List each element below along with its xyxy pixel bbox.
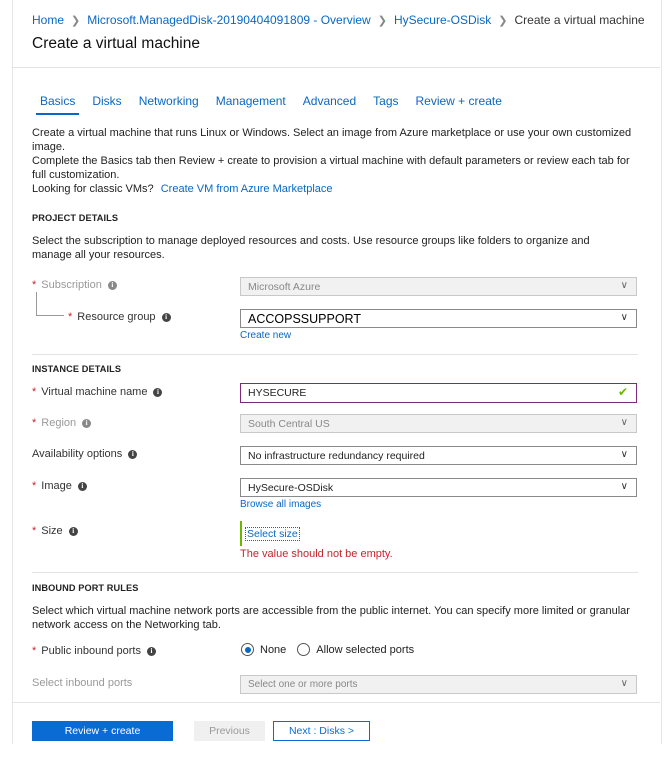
- info-icon[interactable]: i: [162, 313, 171, 322]
- inbound-ports-select[interactable]: [240, 675, 637, 694]
- select-size-link[interactable]: Select size: [247, 528, 298, 540]
- checkmark-icon: ✔: [617, 385, 628, 399]
- size-label-text: Size: [41, 525, 63, 537]
- vm-name-label-text: Virtual machine name: [41, 386, 148, 398]
- radio-allow-selected-label: Allow selected ports: [316, 643, 415, 656]
- inbound-port-rules-heading: INBOUND PORT RULES: [32, 583, 139, 593]
- region-label: [32, 417, 91, 429]
- size-label: [32, 525, 78, 537]
- chevron-down-icon: ∨: [620, 481, 628, 492]
- size-error-message: The value should not be empty.: [240, 548, 393, 560]
- resource-group-label: [68, 311, 171, 323]
- breadcrumb-current: Create a virtual machine: [514, 13, 645, 27]
- select-inbound-ports-label-text: Select inbound ports: [32, 677, 133, 689]
- next-disks-button[interactable]: Next : Disks >: [273, 721, 370, 741]
- tab-advanced[interactable]: Advanced: [302, 94, 357, 108]
- chevron-right-icon: ❯: [71, 14, 81, 27]
- info-icon[interactable]: i: [128, 450, 137, 459]
- chevron-down-icon: ∨: [620, 449, 628, 460]
- vm-name-input[interactable]: [240, 383, 637, 403]
- info-icon[interactable]: i: [78, 482, 87, 491]
- availability-value: No infrastructure redundancy required: [248, 449, 425, 462]
- image-value: HySecure-OSDisk: [248, 481, 334, 494]
- tab-basics[interactable]: Basics: [36, 94, 79, 115]
- resource-group-value: ACCOPSSUPPORT: [248, 311, 361, 326]
- intro-text-2: Complete the Basics tab then Review + create to provision a virtual machine with default parameters or review each tab for full customization.: [32, 155, 630, 181]
- required-asterisk: *: [32, 279, 37, 291]
- availability-label-text: Availability options: [32, 448, 123, 460]
- image-select[interactable]: [240, 478, 637, 497]
- section-divider: [32, 572, 638, 573]
- review-create-button[interactable]: Review + create: [32, 721, 173, 741]
- required-asterisk: *: [32, 645, 37, 657]
- tab-tags[interactable]: Tags: [373, 94, 399, 108]
- classic-vms-prefix: Looking for classic VMs?: [32, 183, 154, 195]
- radio-none-label: None: [260, 643, 287, 656]
- previous-button[interactable]: Previous: [194, 721, 265, 741]
- chevron-down-icon: ∨: [620, 417, 628, 428]
- info-icon[interactable]: i: [147, 647, 156, 656]
- subscription-value: Microsoft Azure: [248, 280, 321, 293]
- required-asterisk: *: [32, 480, 37, 492]
- public-inbound-radio-group: [241, 643, 414, 656]
- select-inbound-ports-label: [32, 677, 132, 689]
- chevron-right-icon: ❯: [377, 14, 387, 27]
- radio-allow-selected[interactable]: [297, 643, 310, 656]
- instance-details-heading: INSTANCE DETAILS: [32, 364, 122, 374]
- region-select[interactable]: [240, 414, 637, 433]
- chevron-down-icon: ∨: [620, 312, 628, 323]
- tab-bar: [36, 94, 515, 115]
- required-asterisk: *: [32, 386, 37, 398]
- breadcrumb-home[interactable]: Home: [32, 13, 65, 27]
- inbound-ports-placeholder: Select one or more ports: [248, 679, 358, 690]
- tree-connector: [36, 292, 64, 316]
- project-details-heading: PROJECT DETAILS: [32, 213, 119, 223]
- required-asterisk: *: [32, 525, 37, 537]
- info-icon[interactable]: i: [108, 281, 117, 290]
- availability-select[interactable]: [240, 446, 637, 465]
- chevron-down-icon: ∨: [620, 280, 628, 291]
- resource-group-select[interactable]: [240, 309, 637, 328]
- classic-vms-line: [32, 182, 632, 196]
- required-asterisk: *: [68, 311, 73, 323]
- create-new-resource-group-link[interactable]: Create new: [240, 330, 292, 341]
- availability-label: [32, 448, 137, 460]
- project-details-desc: Select the subscription to manage deployed resources and costs. Use resource groups like folders to organize and manage all your resources.: [32, 235, 590, 261]
- intro-text-1: Create a virtual machine that runs Linux or Windows. Select an image from Azure marketplace or use your own customized image.: [32, 127, 632, 153]
- info-icon[interactable]: i: [69, 527, 78, 536]
- inbound-desc: Select which virtual machine network ports are accessible from the public internet. You can specify more limited or granular network access on the Networking tab.: [32, 605, 630, 631]
- image-label: [32, 480, 87, 492]
- info-icon[interactable]: i: [82, 419, 91, 428]
- tab-review-create[interactable]: Review + create: [415, 94, 502, 108]
- subscription-label-text: Subscription: [41, 279, 102, 291]
- breadcrumb-disk-overview[interactable]: Microsoft.ManagedDisk-20190404091809 - Overview: [87, 13, 371, 27]
- breadcrumb-osdisk[interactable]: HySecure-OSDisk: [393, 13, 492, 27]
- subscription-select[interactable]: [240, 277, 637, 296]
- public-inbound-label-text: Public inbound ports: [41, 645, 141, 657]
- tab-management[interactable]: Management: [215, 94, 286, 108]
- section-divider: [32, 354, 638, 355]
- subscription-label: [32, 279, 117, 291]
- resource-group-label-text: Resource group: [77, 311, 156, 323]
- info-icon[interactable]: i: [153, 388, 162, 397]
- header-divider: [12, 67, 660, 68]
- region-value: South Central US: [248, 417, 330, 430]
- vm-name-label: [32, 386, 162, 398]
- tab-networking[interactable]: Networking: [138, 94, 199, 108]
- chevron-right-icon: ❯: [498, 14, 508, 27]
- browse-all-images-link[interactable]: Browse all images: [240, 499, 322, 510]
- vm-name-value: HYSECURE: [248, 387, 307, 399]
- region-label-text: Region: [41, 417, 77, 429]
- image-label-text: Image: [41, 480, 72, 492]
- size-validation-bar: [240, 521, 242, 546]
- footer-divider: [12, 702, 660, 703]
- public-inbound-label: [32, 645, 156, 657]
- required-asterisk: *: [32, 417, 37, 429]
- create-vm-marketplace-link[interactable]: Create VM from Azure Marketplace: [160, 183, 333, 195]
- radio-none[interactable]: [241, 643, 254, 656]
- chevron-down-icon: ∨: [620, 678, 628, 689]
- breadcrumb: [32, 13, 645, 27]
- page-title: Create a virtual machine: [32, 35, 200, 52]
- tab-disks[interactable]: Disks: [92, 94, 122, 108]
